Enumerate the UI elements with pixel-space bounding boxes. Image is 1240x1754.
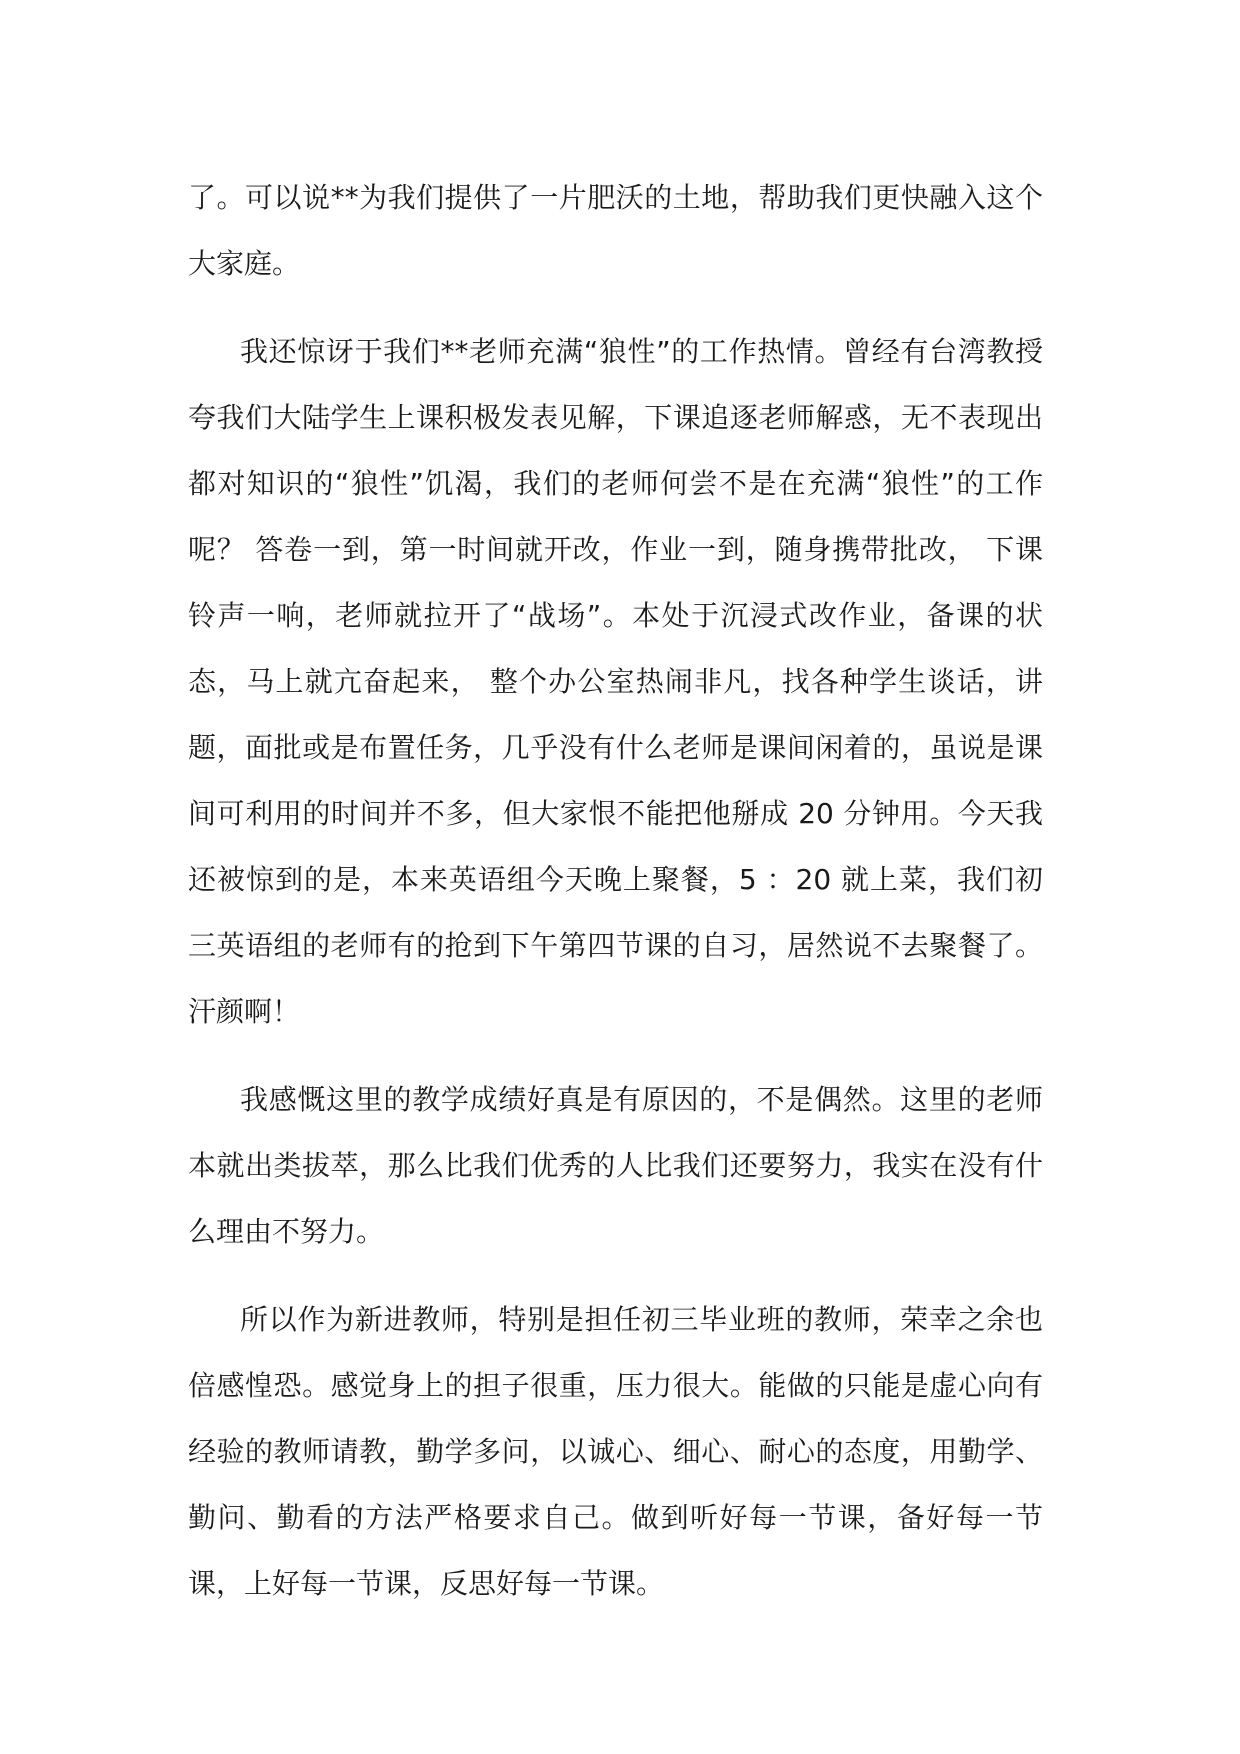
paragraph-continuation: 了。可以说**为我们提供了一片肥沃的土地，帮助我们更快融入这个大家庭。 [188, 181, 1043, 280]
paragraph-resolution: 所以作为新进教师，特别是担任初三毕业班的教师，荣幸之余也倍感惶恐。感觉身上的担子很重，压力很大。能做的只能是虚心向有经验的教师请教，勤学多问，以诚心、细心、耐心的态度，用勤学、勤问、勤看的方法严格要求自己。做到听好每一节课，备好每一节课，上好每一节课，反思好每一节课。 [188, 1303, 1043, 1600]
document-body [188, 165, 1043, 1639]
paragraph-reflection: 我感慨这里的教学成绩好真是有原因的，不是偶然。这里的老师本就出类拔萃，那么比我们优秀的人比我们还要努力，我实在没有什么理由不努力。 [188, 1083, 1043, 1248]
paragraph-teacher-enthusiasm: 我还惊讶于我们**老师充满“狼性”的工作热情。曾经有台湾教授夸我们大陆学生上课积极发表见解，下课追逐老师解惑，无不表现出都对知识的“狼性”饥渴，我们的老师何尝不是在充满“狼性”的工作呢？ 答卷一到，第一时间就开改，作业一到，随身携带批改， 下课铃声一响，老师就拉开了“战场”。本处于沉浸式改作业，备课的状态，马上就亢奋起来， 整个办公室热闹非凡，找各种学生谈话，讲题，面批或是布置任务，几乎没有什么老师是课间闲着的，虽说是课间可利用的时间并不多，但大家恨不能把他掰成 20 分钟用。今天我还被惊到的是，本来英语组今天晚上聚餐，5 ：20 就上菜，我们初三英语组的老师有的抢到下午第四节课的自习，居然说不去聚餐了。汗颜啊！ [188, 335, 1043, 1028]
